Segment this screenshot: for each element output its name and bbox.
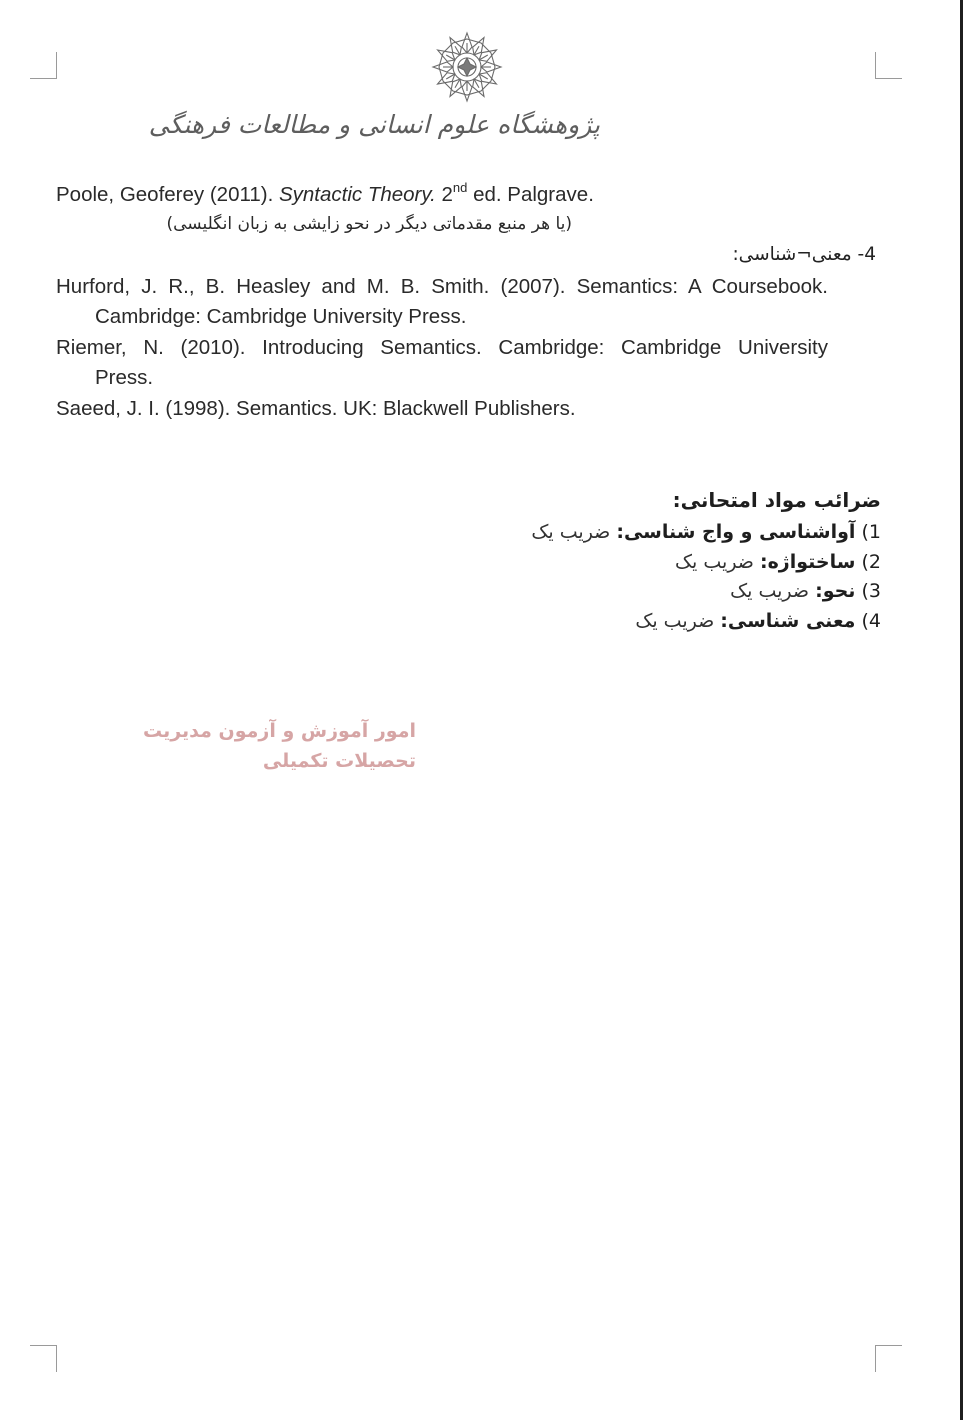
institute-name: پژوهشگاه علوم انسانی و مطالعات فرهنگی: [148, 110, 600, 139]
exam-weights-title: ضرائب مواد امتحانی:: [672, 488, 881, 512]
crop-mark-bottom-right: [875, 1345, 902, 1372]
reference-hurford: Hurford, J. R., B. Heasley and M. B. Smith. (2007). Semantics: A Coursebook. Cambridge: Cambridge University Press.: [56, 275, 828, 328]
reference-title: Syntactic Theory.: [278, 183, 436, 206]
rosette-logo-icon: [428, 28, 506, 106]
section-title-semantics: 4- معنی¬شناسی:: [732, 244, 876, 265]
watermark-text: امور آموزش و آزمون مدیریت تحصیلات تکمیلی: [142, 720, 416, 772]
list-item: 1) آواشناسی و واج شناسی: ضریب یک: [531, 521, 881, 543]
reference-saeed: Saeed, J. I. (1998). Semantics. UK: Blackwell Publishers.: [56, 397, 576, 420]
list-item: 2) ساختواژه: ضریب یک: [675, 550, 881, 573]
alternative-source-note: (یا هر منبع مقدماتی دیگر در نحو زایشی به زبان انگلیسی): [166, 214, 572, 234]
page-edge-bar: [960, 0, 963, 1420]
crop-mark-top-right: [875, 52, 902, 79]
exam-weights-list: [531, 518, 881, 636]
reference-riemer: Riemer, N. (2010). Introducing Semantics. Cambridge: Cambridge University Press.: [56, 336, 828, 389]
crop-mark-bottom-left: [30, 1345, 57, 1372]
list-item: 3) نحو: ضریب یک: [730, 580, 881, 602]
reference-poole: Poole, Geoferey (2011). Syntactic Theory. 2nd ed. Palgrave.: [56, 180, 594, 206]
crop-mark-top-left: [30, 52, 57, 79]
list-item: 4) معنی شناسی: ضریب یک: [635, 609, 881, 632]
